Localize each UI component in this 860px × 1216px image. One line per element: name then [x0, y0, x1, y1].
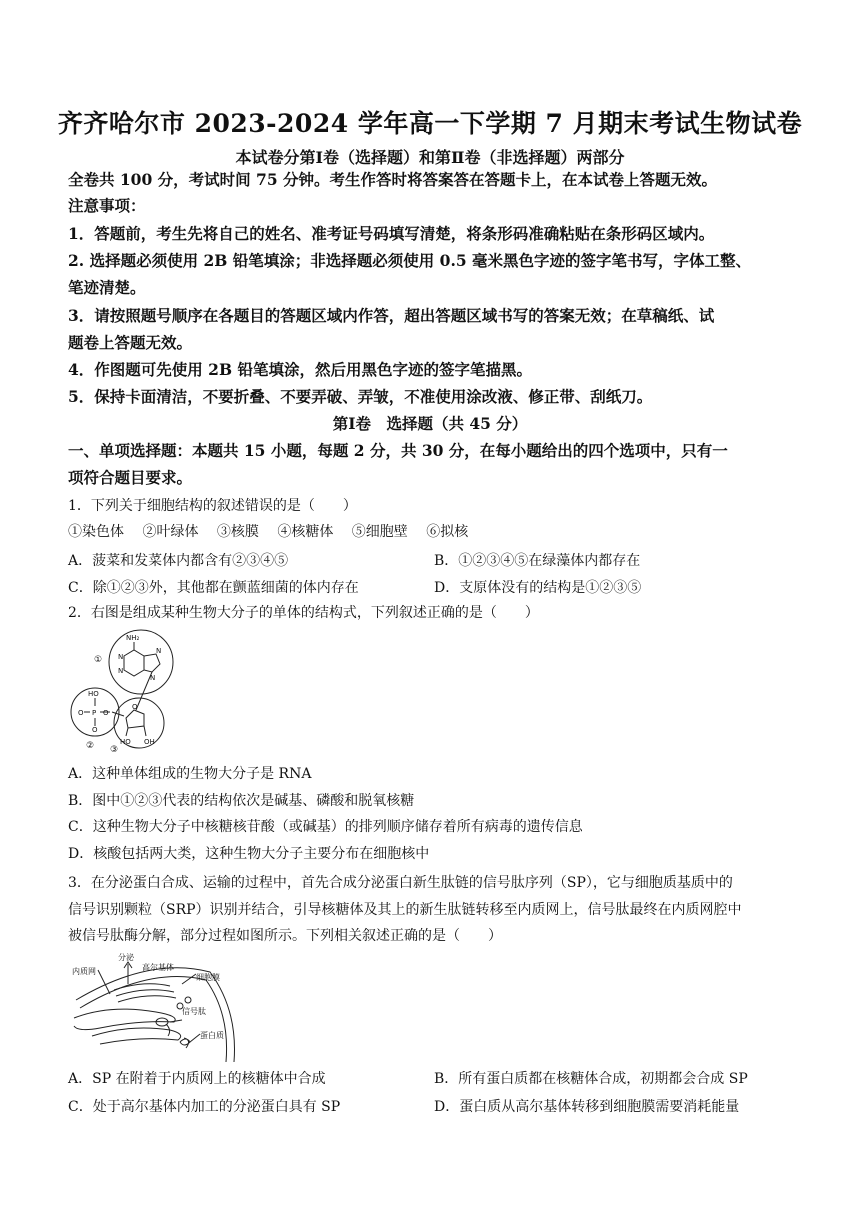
q2-option-c: C．这种生物大分子中核糖核苷酸（或碱基）的排列顺序储存着所有病毒的遗传信息	[68, 819, 583, 835]
q3-stem-line-3: 被信号肽酶分解，部分过程如图所示。下列相关叙述正确的是（ ）	[68, 928, 502, 944]
q1-stem: 1．下列关于细胞结构的叙述错误的是（ ）	[68, 498, 357, 514]
q3-option-b: B．所有蛋白质都在核糖体合成，初期都会合成 SP	[434, 1071, 748, 1087]
label-golgi: 高尔基体	[142, 963, 174, 972]
notice-item-1: 1．答题前，考生先将自己的姓名、准考证号码填写清楚，将条形码准确粘贴在条形码区域内。	[68, 224, 715, 243]
o-label-bottom: O	[92, 726, 98, 734]
oh-label-bottom: OH	[144, 738, 155, 746]
marker-2: ②	[86, 741, 95, 751]
n-label-3: N	[156, 647, 162, 655]
q3-option-d: D．蛋白质从高尔基体转移到细胞膜需要消耗能量	[434, 1099, 740, 1115]
q2-stem: 2．右图是组成某种生物大分子的单体的结构式，下列叙述正确的是（ ）	[68, 605, 539, 621]
label-secretion: 分泌	[118, 953, 134, 962]
n-label-1: N	[118, 653, 124, 661]
notice-item-3a: 3．请按照题号顺序在各题目的答题区域内作答，超出答题区域书写的答案无效；在草稿纸、试	[68, 306, 715, 325]
notice-item-2a: 2. 选择题必须使用 2B 铅笔填涂；非选择题必须使用 0.5 毫米黑色字迹的签字笔书写，字体工整、	[68, 251, 752, 270]
exam-title: 齐齐哈尔市 2023-2024 学年高一下学期 7 月期末考试生物试卷	[57, 109, 803, 138]
nucleotide-structure-figure	[66, 626, 186, 754]
ho-label-bottom: HO	[120, 738, 131, 746]
section-instruction-b: 项符合题目要求。	[68, 468, 193, 487]
q2-option-a: A．这种单体组成的生物大分子是 RNA	[68, 766, 312, 782]
q1-option-d: D．支原体没有的结构是①②③⑤	[434, 580, 642, 596]
er-membrane	[74, 1009, 175, 1030]
q1-option-a: A．菠菜和发菜体内都含有②③④⑤	[68, 553, 289, 569]
q2-option-b: B．图中①②③代表的结构依次是碱基、磷酸和脱氧核糖	[68, 793, 415, 809]
protein-knot	[180, 1038, 190, 1048]
o-label-left: O	[78, 709, 84, 717]
marker-3: ③	[110, 745, 119, 754]
q3-stem-line-1: 3．在分泌蛋白合成、运输的过程中，首先合成分泌蛋白新生肽链的信号肽序列（SP），它与细胞质基质中的	[68, 875, 733, 891]
q1-items: ①染色体 ②叶绿体 ③核膜 ④核糖体 ⑤细胞壁 ⑥拟核	[68, 524, 469, 540]
q1-option-b: B．①②③④⑤在绿藻体内都存在	[434, 553, 641, 569]
label-signal-peptide: 信号肽	[182, 1007, 206, 1016]
q3-option-a: A．SP 在附着于内质网上的核糖体中合成	[68, 1071, 326, 1087]
intro-line: 全卷共 100 分，考试时间 75 分钟。考生作答时将答案答在答题卡上，在本试卷上答题无效。	[68, 170, 718, 189]
notice-heading: 注意事项：	[68, 196, 146, 215]
label-cell-membrane: 细胞膜	[196, 973, 220, 982]
label-protein: 蛋白质	[200, 1031, 224, 1040]
o-label-right: O	[103, 709, 109, 717]
n-label-2: N	[118, 667, 124, 675]
o-label-ring: O	[132, 703, 138, 711]
notice-item-4: 4．作图题可先使用 2B 铅笔填涂，然后用黑色字迹的签字笔描黑。	[68, 360, 532, 379]
secretion-process-figure	[70, 950, 242, 1062]
n-label-4: N	[150, 674, 156, 682]
label-er: 内质网	[72, 967, 96, 976]
section-instruction-a: 一、单项选择题：本题共 15 小题，每题 2 分，共 30 分，在每小题给出的四个选项中，只有一	[68, 441, 728, 460]
ho-label-top: HO	[88, 690, 99, 698]
q1-option-c: C．除①②③外，其他都在颤蓝细菌的体内存在	[68, 580, 359, 596]
p-label: P	[92, 709, 97, 717]
q2-option-d: D．核酸包括两大类，这种生物大分子主要分布在细胞核中	[68, 846, 430, 862]
nh2-label: NH₂	[126, 634, 140, 642]
base-circle	[109, 630, 173, 694]
notice-item-3b: 题卷上答题无效。	[68, 333, 193, 352]
notice-item-5: 5．保持卡面清洁，不要折叠、不要弄破、弄皱，不准使用涂改液、修正带、刮纸刀。	[68, 387, 653, 406]
q3-stem-line-2: 信号识别颗粒（SRP）识别并结合，引导核糖体及其上的新生肽链转移至内质网上，信号肽最终在内质网腔中	[68, 902, 742, 918]
section-title: 第Ⅰ卷 选择题（共 45 分）	[332, 414, 528, 433]
q3-option-c: C．处于高尔基体内加工的分泌蛋白具有 SP	[68, 1099, 341, 1115]
exam-subtitle: 本试卷分第Ⅰ卷（选择题）和第Ⅱ卷（非选择题）两部分	[235, 148, 625, 167]
marker-1: ①	[94, 655, 103, 665]
notice-item-2b: 笔迹清楚。	[68, 278, 146, 297]
